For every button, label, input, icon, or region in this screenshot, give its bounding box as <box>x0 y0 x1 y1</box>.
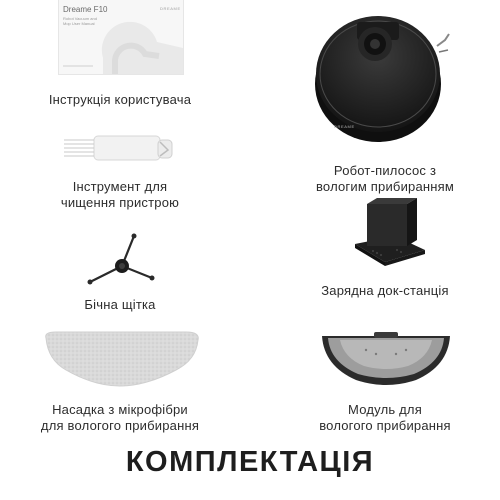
manual-cover-graphic <box>59 0 183 74</box>
mop-module-caption-line2: вологого прибирання <box>319 418 451 433</box>
dock-caption <box>300 283 470 299</box>
robot-caption-line2: вологим прибиранням <box>315 179 455 194</box>
robot-vacuum-image <box>305 0 455 150</box>
mop-pad-caption-line2: для вологого прибирання <box>40 418 200 433</box>
cleaning-tool-image <box>60 128 180 168</box>
manual-caption <box>20 92 220 108</box>
robot-caption <box>300 163 470 195</box>
robot-brand: DREAME <box>334 124 355 129</box>
side-brush-caption-text: Бічна щітка <box>84 297 156 312</box>
mop-module-caption-line1: Модуль для <box>348 402 422 417</box>
side-brush-image <box>82 230 162 300</box>
manual-subtitle: Robot Vacuum and Mop User Manual <box>63 16 97 26</box>
manual-brand: DREAME <box>160 6 181 11</box>
robot-caption-line1: Робот-пилосос з <box>333 163 437 178</box>
mop-pad-caption <box>20 402 220 434</box>
charging-dock-image <box>345 196 435 268</box>
cleaning-tool-caption-line1: Інструмент для <box>72 179 168 194</box>
manual-caption-text: Інструкція користувача <box>48 92 192 107</box>
cleaning-tool-caption-line2: чищення пристрою <box>60 195 180 210</box>
user-manual <box>58 0 184 75</box>
mop-pad-caption-line1: Насадка з мікрофібри <box>52 402 188 417</box>
mop-module-image <box>316 330 456 390</box>
page-title: КОМПЛЕКТАЦІЯ <box>125 446 375 478</box>
manual-title: Dreame F10 <box>63 5 108 14</box>
side-brush-caption <box>20 297 220 313</box>
mop-pad-image <box>36 330 206 392</box>
mop-module-caption <box>300 402 470 434</box>
cleaning-tool-caption <box>20 179 220 211</box>
dock-caption-text: Зарядна док-станція <box>321 283 449 298</box>
